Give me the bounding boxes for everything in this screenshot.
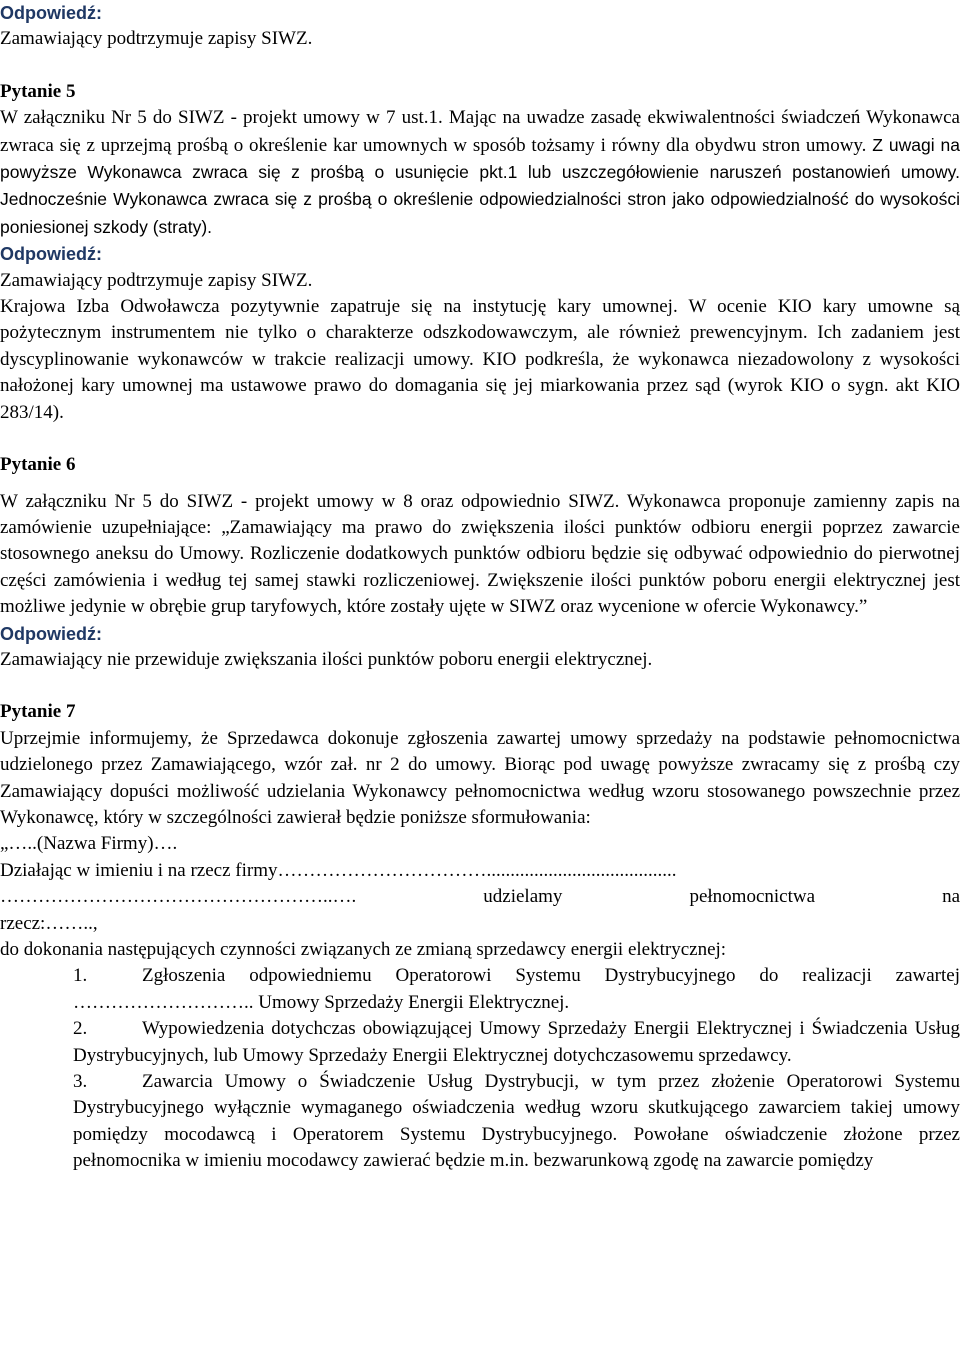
list-item-text: Zawarcia Umowy o Świadczenie Usług Dystrybucji, w tym przez złożenie Operatorowi Systemu Dystrybucyjnego wyłącznie wymaganego oświadczenia według wzoru skutkującego zawarciem takiej umowy pomiędzy mocodawcą i Operatorem Systemu Dystrybucyjnego. Powołane oświadczenie złożone przez pełnomocnika w imieniu mocodawcy zawierać będzie m.in. bezwarunkową zgodę na zawarcie pomiędzy [73, 1071, 960, 1172]
spacer [0, 479, 960, 489]
granting-line [0, 884, 960, 910]
question-heading: Pytanie 5 [0, 80, 76, 102]
list-item [0, 963, 960, 1016]
question-text-sans: Z uwagi na powyższe Wykonawca zwraca się z prośbą o usunięcie pkt.1 lub uszczegółowienie naruszeń postanowień umowy. Jednocześnie Wykonawca zwraca się z prośbą o określenie odpowiedzialności stron jako odpowiedzialność do wysokości poniesionej szkody (straty). [0, 134, 960, 237]
answer-label: Odpowiedź: [0, 3, 102, 23]
spacer [0, 426, 960, 452]
list-item-text: Wypowiedzenia dotychczas obowiązującej Umowy Sprzedaży Energii Elektrycznej i Świadczenia Usług Dystrybucyjnych, lub Umowy Sprzedaży Energii Elektrycznej dotychczasowemu sprzedawcy. [73, 1018, 960, 1066]
power-word: pełnomocnictwa [689, 886, 816, 908]
question-text: Uprzejmie informujemy, że Sprzedawca dokonuje zgłoszenia zawartej umowy sprzedaży na podstawie pełnomocnictwa udzielonego przez Zamawiającego, wzór zał. nr 2 do umowy. Biorąc pod uwagę powyższe zwracamy się z prośbą czy Zamawiający dopuści możliwość udzielania Wykonawcy pełnomocnictwa według wzoru stosowanego powszechnie przez Wykonawcę, który w szczególności zawierał będzie poniższe sformułowania: [0, 727, 960, 828]
question-text: W załączniku Nr 5 do SIWZ - projekt umowy w 8 oraz odpowiednio SIWZ. Wykonawca proponuje zamienny zapis na zamówienie uzupełniające: „Zamawiający ma prawo do zwiększenia ilości punktów odbioru energii poprzez zawarcie stosownego aneksu do Umowy. Rozliczenie dodatkowych punktów odbioru będzie się odbywać odpowiednio do pierwotnej części zamówienia i według tej samej stawki rozliczeniowej. Zwiększenie ilości punktów poboru energii elektrycznej jest możliwe jedynie w obrębie grup taryfowych, które zostały ujęte w SIWZ oraz wycenione w ofercie Wykonawcy.” [0, 490, 960, 618]
spacer [0, 673, 960, 699]
list-item-number: 2. [73, 1018, 88, 1040]
question-text [0, 105, 960, 241]
na-word: na [942, 886, 960, 908]
list-item-number: 3. [73, 1071, 88, 1093]
answer-explanation: Krajowa Izba Odwoławcza pozytywnie zapatruje się na instytucję kary umownej. W ocenie KIO kary umowne są pożytecznym instrumentem nie tylko o charakterze odszkodowawczym, ale również prewencyjnym. Ich zadaniem jest dyscyplinowanie wykonawców w trakcie realizacji umowy. KIO podkreśla, że wykonawca niezadowolony z wysokości nałożonej kary umownej ma ustawowe prawo do domagania się jej miarkowania przez sąd (wyrok KIO o sygn. akt KIO 283/14). [0, 296, 960, 423]
list-item [0, 1069, 960, 1175]
actions-list [0, 963, 960, 1174]
rzecz-line: rzecz:…….., [0, 912, 98, 934]
question-heading: Pytanie 6 [0, 454, 76, 476]
granting-word: udzielamy [483, 886, 563, 908]
dots-field: ……………………………………………..…. [0, 886, 357, 908]
actions-line: do dokonania następujących czynności związanych ze zmianą sprzedawcy energii elektrycznej: [0, 939, 727, 960]
question-text-serif: W załączniku Nr 5 do SIWZ - projekt umowy w 7 ust.1. Mając na uwadze zasadę ekwiwalentności świadczeń Wykonawca zwraca się z uprzejmą prośbą o określenie kar umownych w sposób tożsamy i równy dla obydwu stron umowy. [0, 107, 960, 156]
list-item [0, 1016, 960, 1069]
answer-text: Zamawiający podtrzymuje zapisy SIWZ. [0, 28, 313, 50]
answer-label: Odpowiedź: [0, 623, 102, 644]
question-heading: Pytanie 7 [0, 701, 76, 723]
acting-line: Działając w imieniu i na rzecz firmy……………………………........................................ [0, 859, 677, 881]
answer-label: Odpowiedź: [0, 244, 102, 265]
answer-text: Zamawiający nie przewiduje zwiększania ilości punktów poboru energii elektrycznej. [0, 648, 653, 670]
spacer [0, 53, 960, 79]
list-item-text: Zgłoszenia odpowiedniemu Operatorowi Systemu Dystrybucyjnego do realizacji zawartej ……………………….. Umowy Sprzedaży Energii Elektrycznej. [73, 965, 960, 1013]
list-item-number: 1. [73, 965, 88, 987]
firm-name-line: „…..(Nazwa Firmy)…. [0, 833, 178, 855]
answer-text: Zamawiający podtrzymuje zapisy SIWZ. [0, 269, 313, 291]
